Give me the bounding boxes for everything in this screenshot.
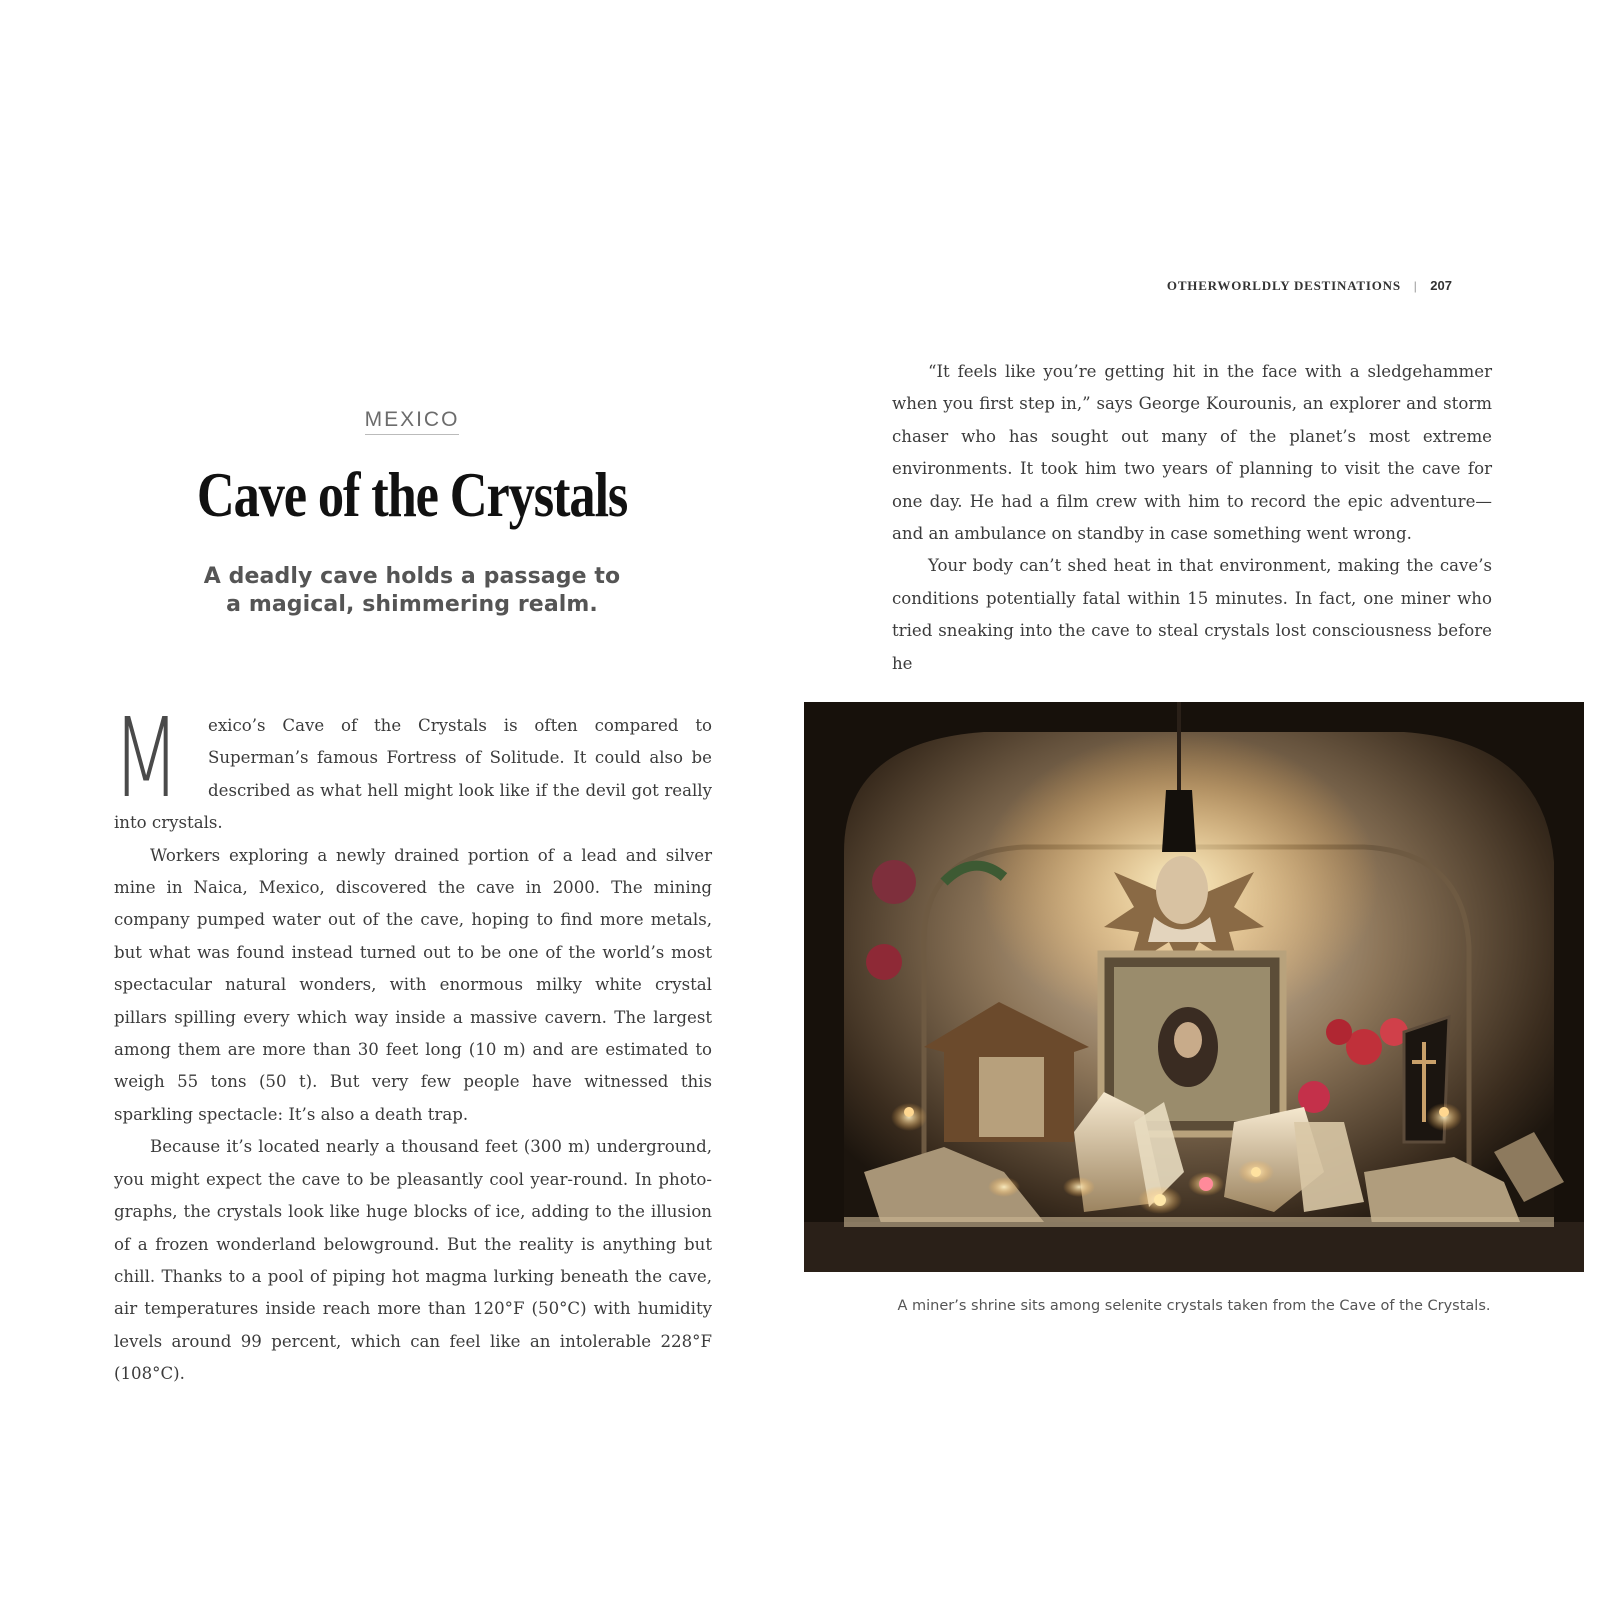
paragraph-text: exico’s Cave of the Crystals is often compared to Superman’s famous Fortress of Solitude. It could also be described as what hell might look like if the devil got really into crystals.	[114, 716, 712, 833]
running-head	[852, 278, 1452, 294]
region-label: MEXICO	[364, 408, 460, 431]
body-paragraph: Workers exploring a newly drained portion of a lead and silver mine in Naica, Mexico, discovered the cave in 2000. The mining company pumped water out of the cave, hoping to find more metals, but what was found instead turned out to be one of the world’s most spectacular natural wonders, with enormous milky white crystal pillars spilling every which way inside a massive cavern. The largest among them are more than 30 feet long (10 m) and are estimated to weigh 55 tons (50 t). But very few people have witnessed this sparkling spectacle: It’s also a death trap.	[114, 845, 712, 1124]
body-column-left	[112, 694, 712, 1391]
photo-caption: A miner’s shrine sits among selenite crystals taken from the Cave of the Crystals.	[897, 1298, 1491, 1314]
title-block	[112, 408, 712, 619]
shrine-photo-illustration	[804, 702, 1584, 1272]
running-head-section: OTHERWORLDLY DESTINATIONS	[1166, 278, 1401, 293]
body-paragraph: Your body can’t shed heat in that environment, making the cave’s conditions potentially fatal within 15 minutes. In fact, one miner who tried sneaking into the cave to steal crystals lost consciousness before he	[892, 556, 1492, 673]
body-column-right	[892, 356, 1492, 680]
body-paragraph: Because it’s located nearly a thousand feet (300 m) underground, you might expect the cave to be pleasantly cool year-round. In photo-graphs, the crystals look like huge blocks of ice, adding to the illusion of a frozen wonderland belowground. But the reality is anything but chill. Thanks to a pool of piping hot magma lurking beneath the cave, air temperatures inside reach more than 120°F (50°C) with humidity levels around 99 percent, which can feel like an intolerable 228°F (108°C).	[114, 1137, 712, 1384]
body-paragraph	[112, 694, 712, 840]
article-dek: A deadly cave holds a passage to a magical, shimmering realm.	[203, 564, 621, 617]
hanging-cloth	[1162, 790, 1196, 852]
body-paragraph: “It feels like you’re getting hit in the face with a sledgehammer when you first step in,” says George Kourounis, an explorer and storm chaser who has sought out many of the planet’s most extreme environments. It took him two years of planning to visit the cave for one day. He had a film crew with him to record the epic adventure—and an ambulance on standby in case something went wrong.	[892, 362, 1492, 544]
drop-cap: M	[112, 694, 181, 822]
page-number: 207	[1430, 278, 1452, 293]
shrine-photo	[804, 702, 1584, 1272]
region-label-wrap	[365, 408, 460, 435]
running-head-separator: |	[1413, 278, 1418, 293]
statue-head	[1156, 856, 1208, 924]
article-title: Cave of the Crystals	[196, 459, 628, 530]
